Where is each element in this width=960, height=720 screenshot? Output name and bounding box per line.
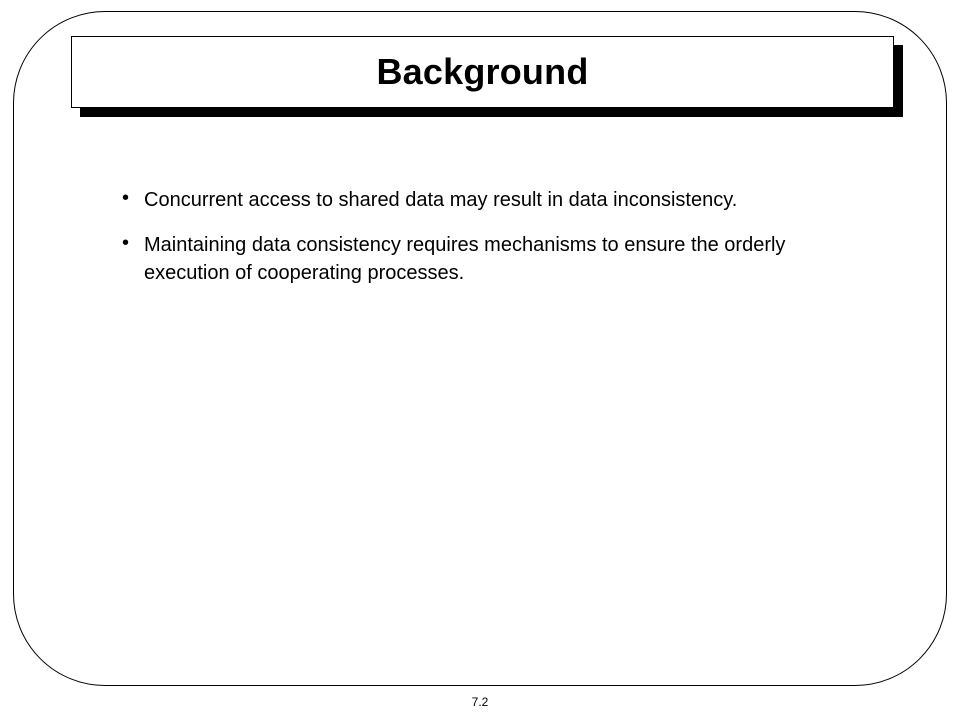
bullet-item — [119, 186, 839, 214]
title-box — [71, 36, 894, 108]
bullet-text: Concurrent access to shared data may result in data inconsistency. — [144, 189, 738, 211]
page-number: 7.2 — [471, 695, 489, 709]
bullet-dot-icon: • — [122, 232, 130, 254]
bullet-list — [119, 186, 839, 304]
bullet-text: Maintaining data consistency requires mechanisms to ensure the orderly execution of cooperating processes. — [144, 234, 786, 284]
bullet-item — [119, 231, 839, 287]
slide-title: Background — [376, 51, 589, 92]
bullet-dot-icon: • — [122, 187, 130, 209]
